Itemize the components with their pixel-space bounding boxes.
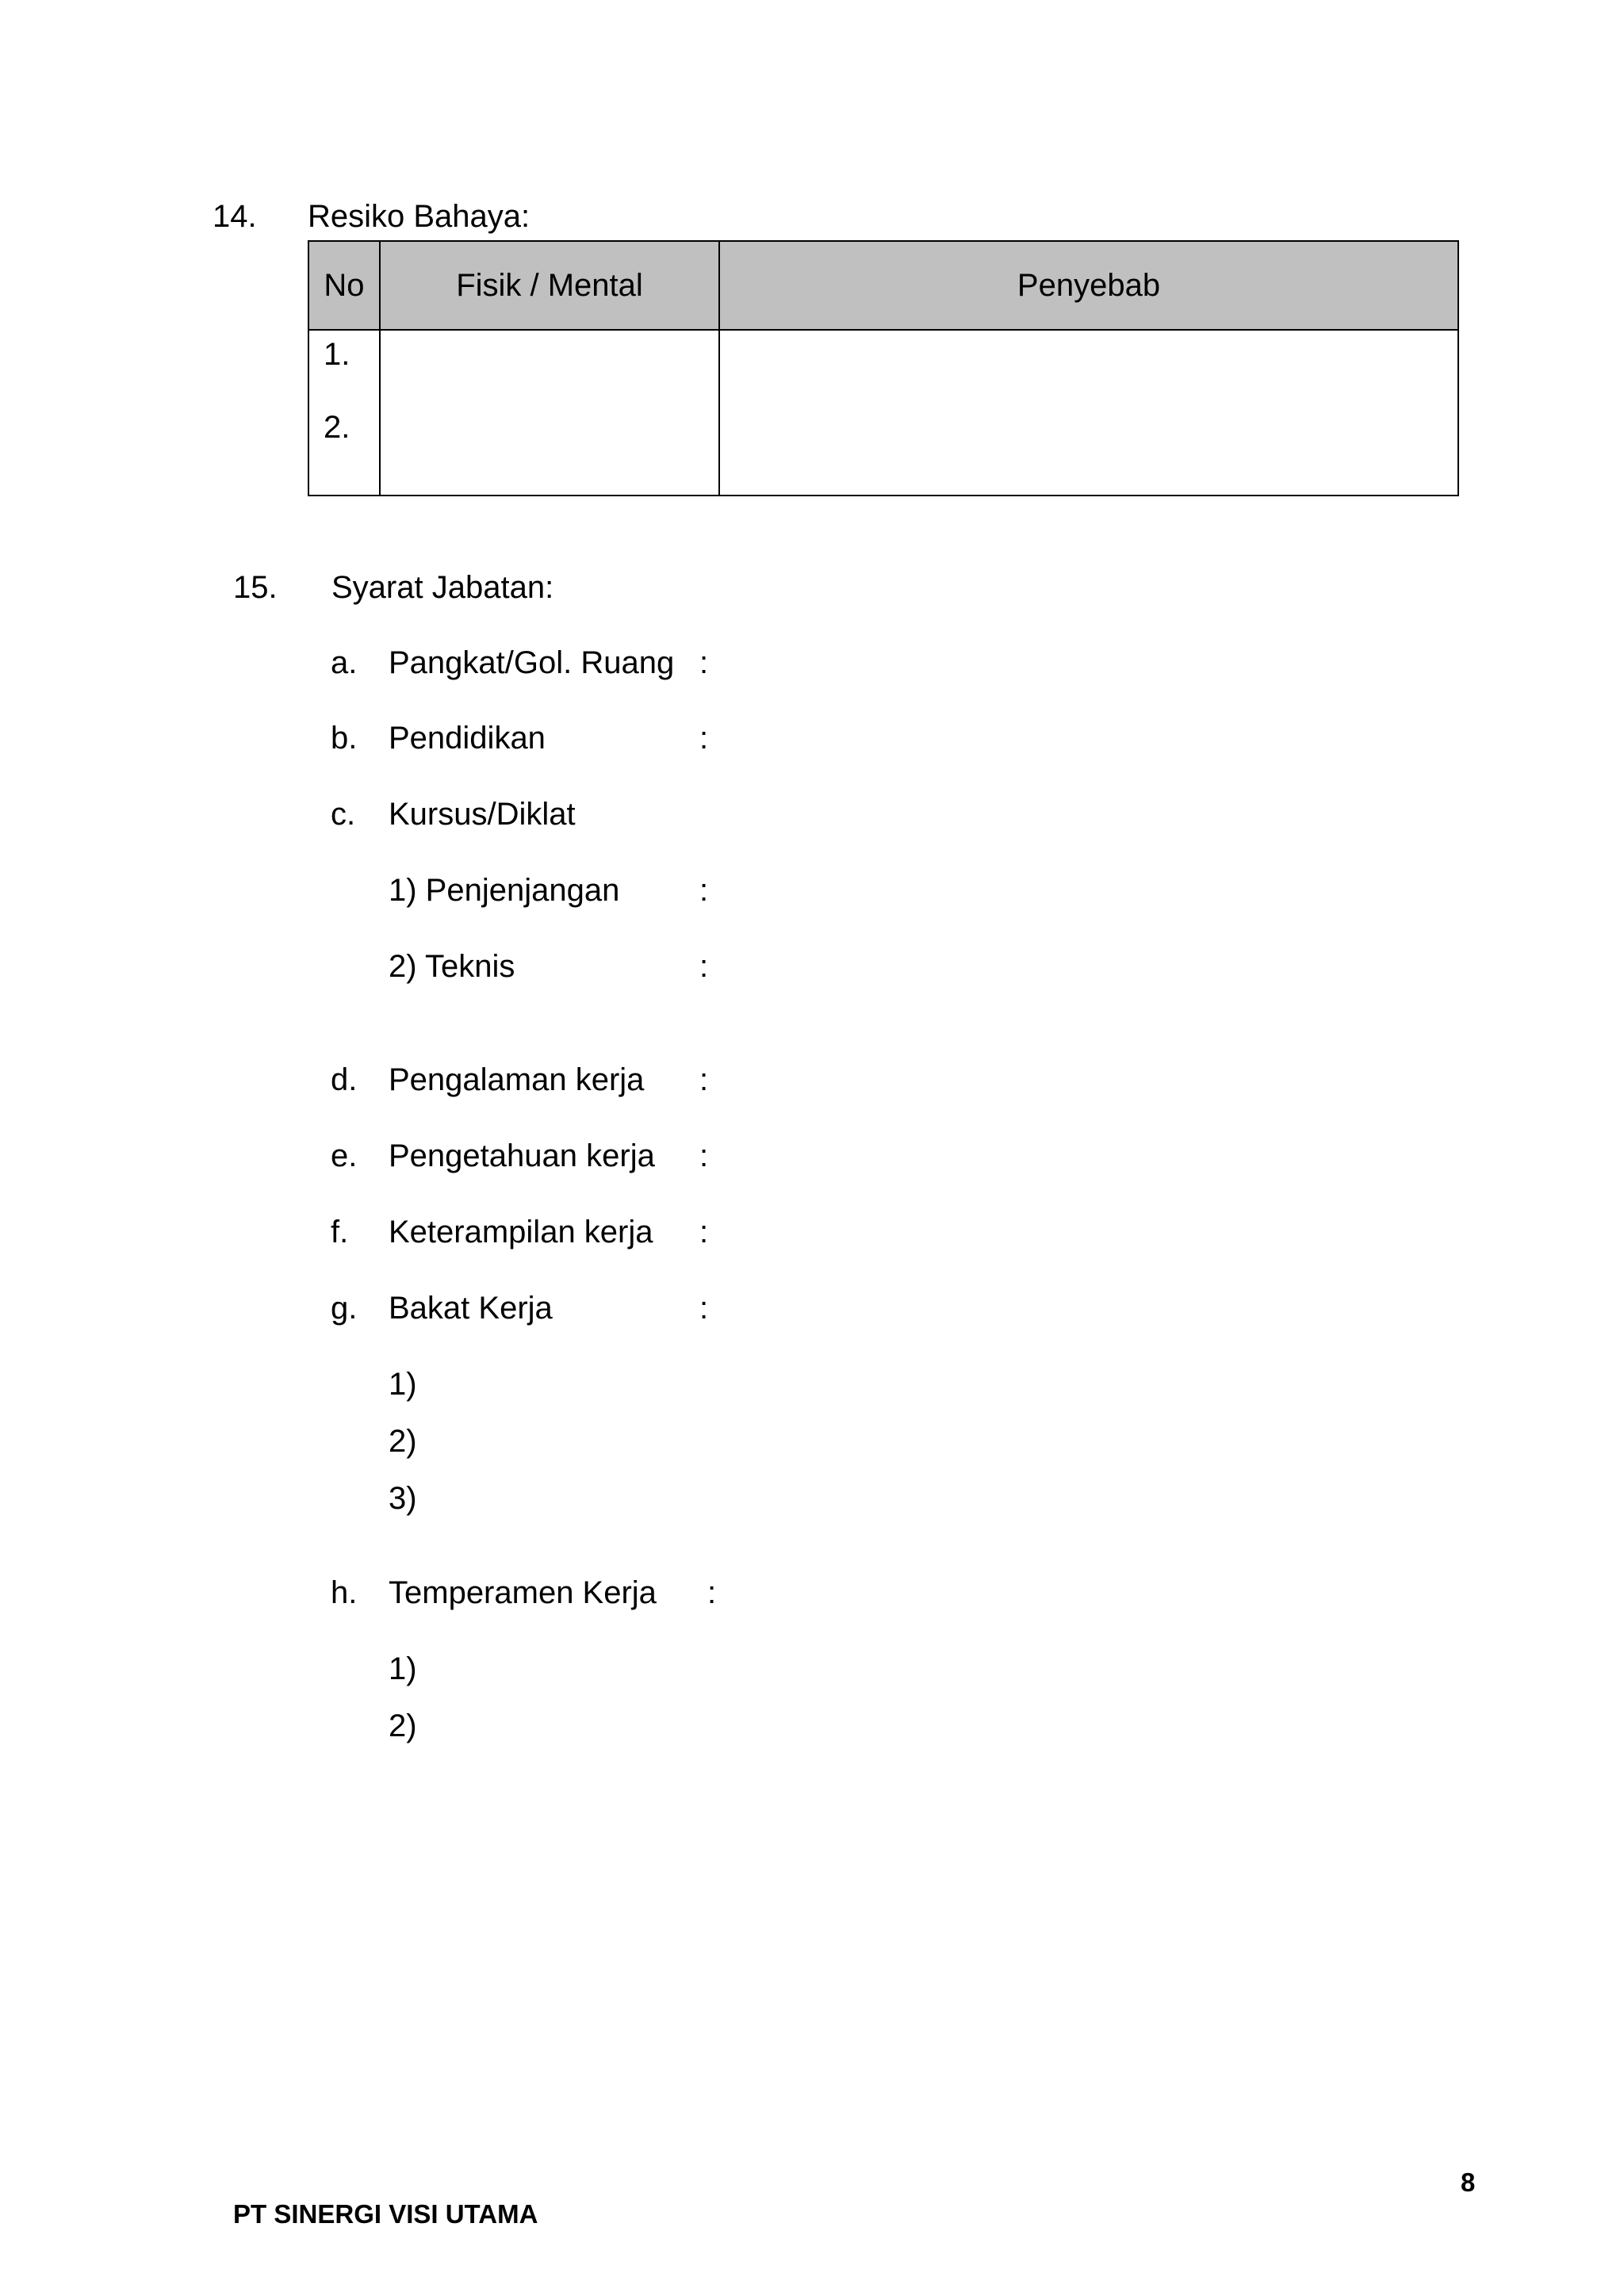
- hazard-risk-table: [308, 240, 1459, 496]
- item-g-sub-3: 3): [389, 1481, 417, 1516]
- row-number-2: 2.: [324, 410, 350, 445]
- cell-fisik-mental: [380, 330, 719, 496]
- header-no: No: [308, 241, 380, 330]
- cell-no: [308, 330, 380, 496]
- item-c1-label: 1) Penjenjangan: [389, 873, 620, 908]
- item-b-letter: b.: [331, 721, 358, 756]
- item-d-letter: d.: [331, 1062, 358, 1097]
- item-f-colon: :: [699, 1215, 709, 1249]
- cell-penyebab: [719, 330, 1458, 496]
- item-c2-label: 2) Teknis: [389, 949, 515, 984]
- section-15-number: 15.: [233, 570, 278, 605]
- item-g-letter: g.: [331, 1291, 358, 1326]
- item-d-label: Pengalaman kerja: [389, 1062, 645, 1097]
- header-penyebab: Penyebab: [719, 241, 1458, 330]
- item-f-label: Keterampilan kerja: [389, 1215, 653, 1249]
- header-fisik-mental: Fisik / Mental: [380, 241, 719, 330]
- item-c-letter: c.: [331, 797, 356, 832]
- item-g-sub-2: 2): [389, 1424, 417, 1459]
- footer-company-name: PT SINERGI VISI UTAMA: [233, 2199, 538, 2229]
- table-row: [308, 330, 1458, 496]
- section-15-title: Syarat Jabatan:: [331, 570, 554, 605]
- item-e-label: Pengetahuan kerja: [389, 1138, 655, 1173]
- table-header-row: [308, 241, 1458, 330]
- item-h-sub-2: 2): [389, 1709, 417, 1743]
- item-c1-colon: :: [699, 873, 709, 908]
- item-c2-colon: :: [699, 949, 709, 984]
- item-g-sub-1: 1): [389, 1367, 417, 1402]
- item-c-label: Kursus/Diklat: [389, 797, 576, 832]
- item-a-letter: a.: [331, 645, 358, 680]
- item-h-sub-1: 1): [389, 1651, 417, 1686]
- item-a-colon: :: [699, 645, 709, 680]
- section-14-number: 14.: [213, 199, 257, 234]
- item-h-colon: :: [707, 1575, 717, 1610]
- page-number: 8: [1461, 2168, 1476, 2197]
- item-g-colon: :: [699, 1291, 709, 1326]
- item-b-colon: :: [699, 721, 709, 756]
- item-h-label: Temperamen Kerja: [389, 1575, 657, 1610]
- section-14-title: Resiko Bahaya:: [308, 199, 530, 234]
- item-h-letter: h.: [331, 1575, 358, 1610]
- item-e-colon: :: [699, 1138, 709, 1173]
- item-b-label: Pendidikan: [389, 721, 546, 756]
- row-number-1: 1.: [324, 337, 350, 372]
- item-a-label: Pangkat/Gol. Ruang: [389, 645, 675, 680]
- item-e-letter: e.: [331, 1138, 358, 1173]
- item-d-colon: :: [699, 1062, 709, 1097]
- item-g-label: Bakat Kerja: [389, 1291, 553, 1326]
- item-f-letter: f.: [331, 1215, 349, 1249]
